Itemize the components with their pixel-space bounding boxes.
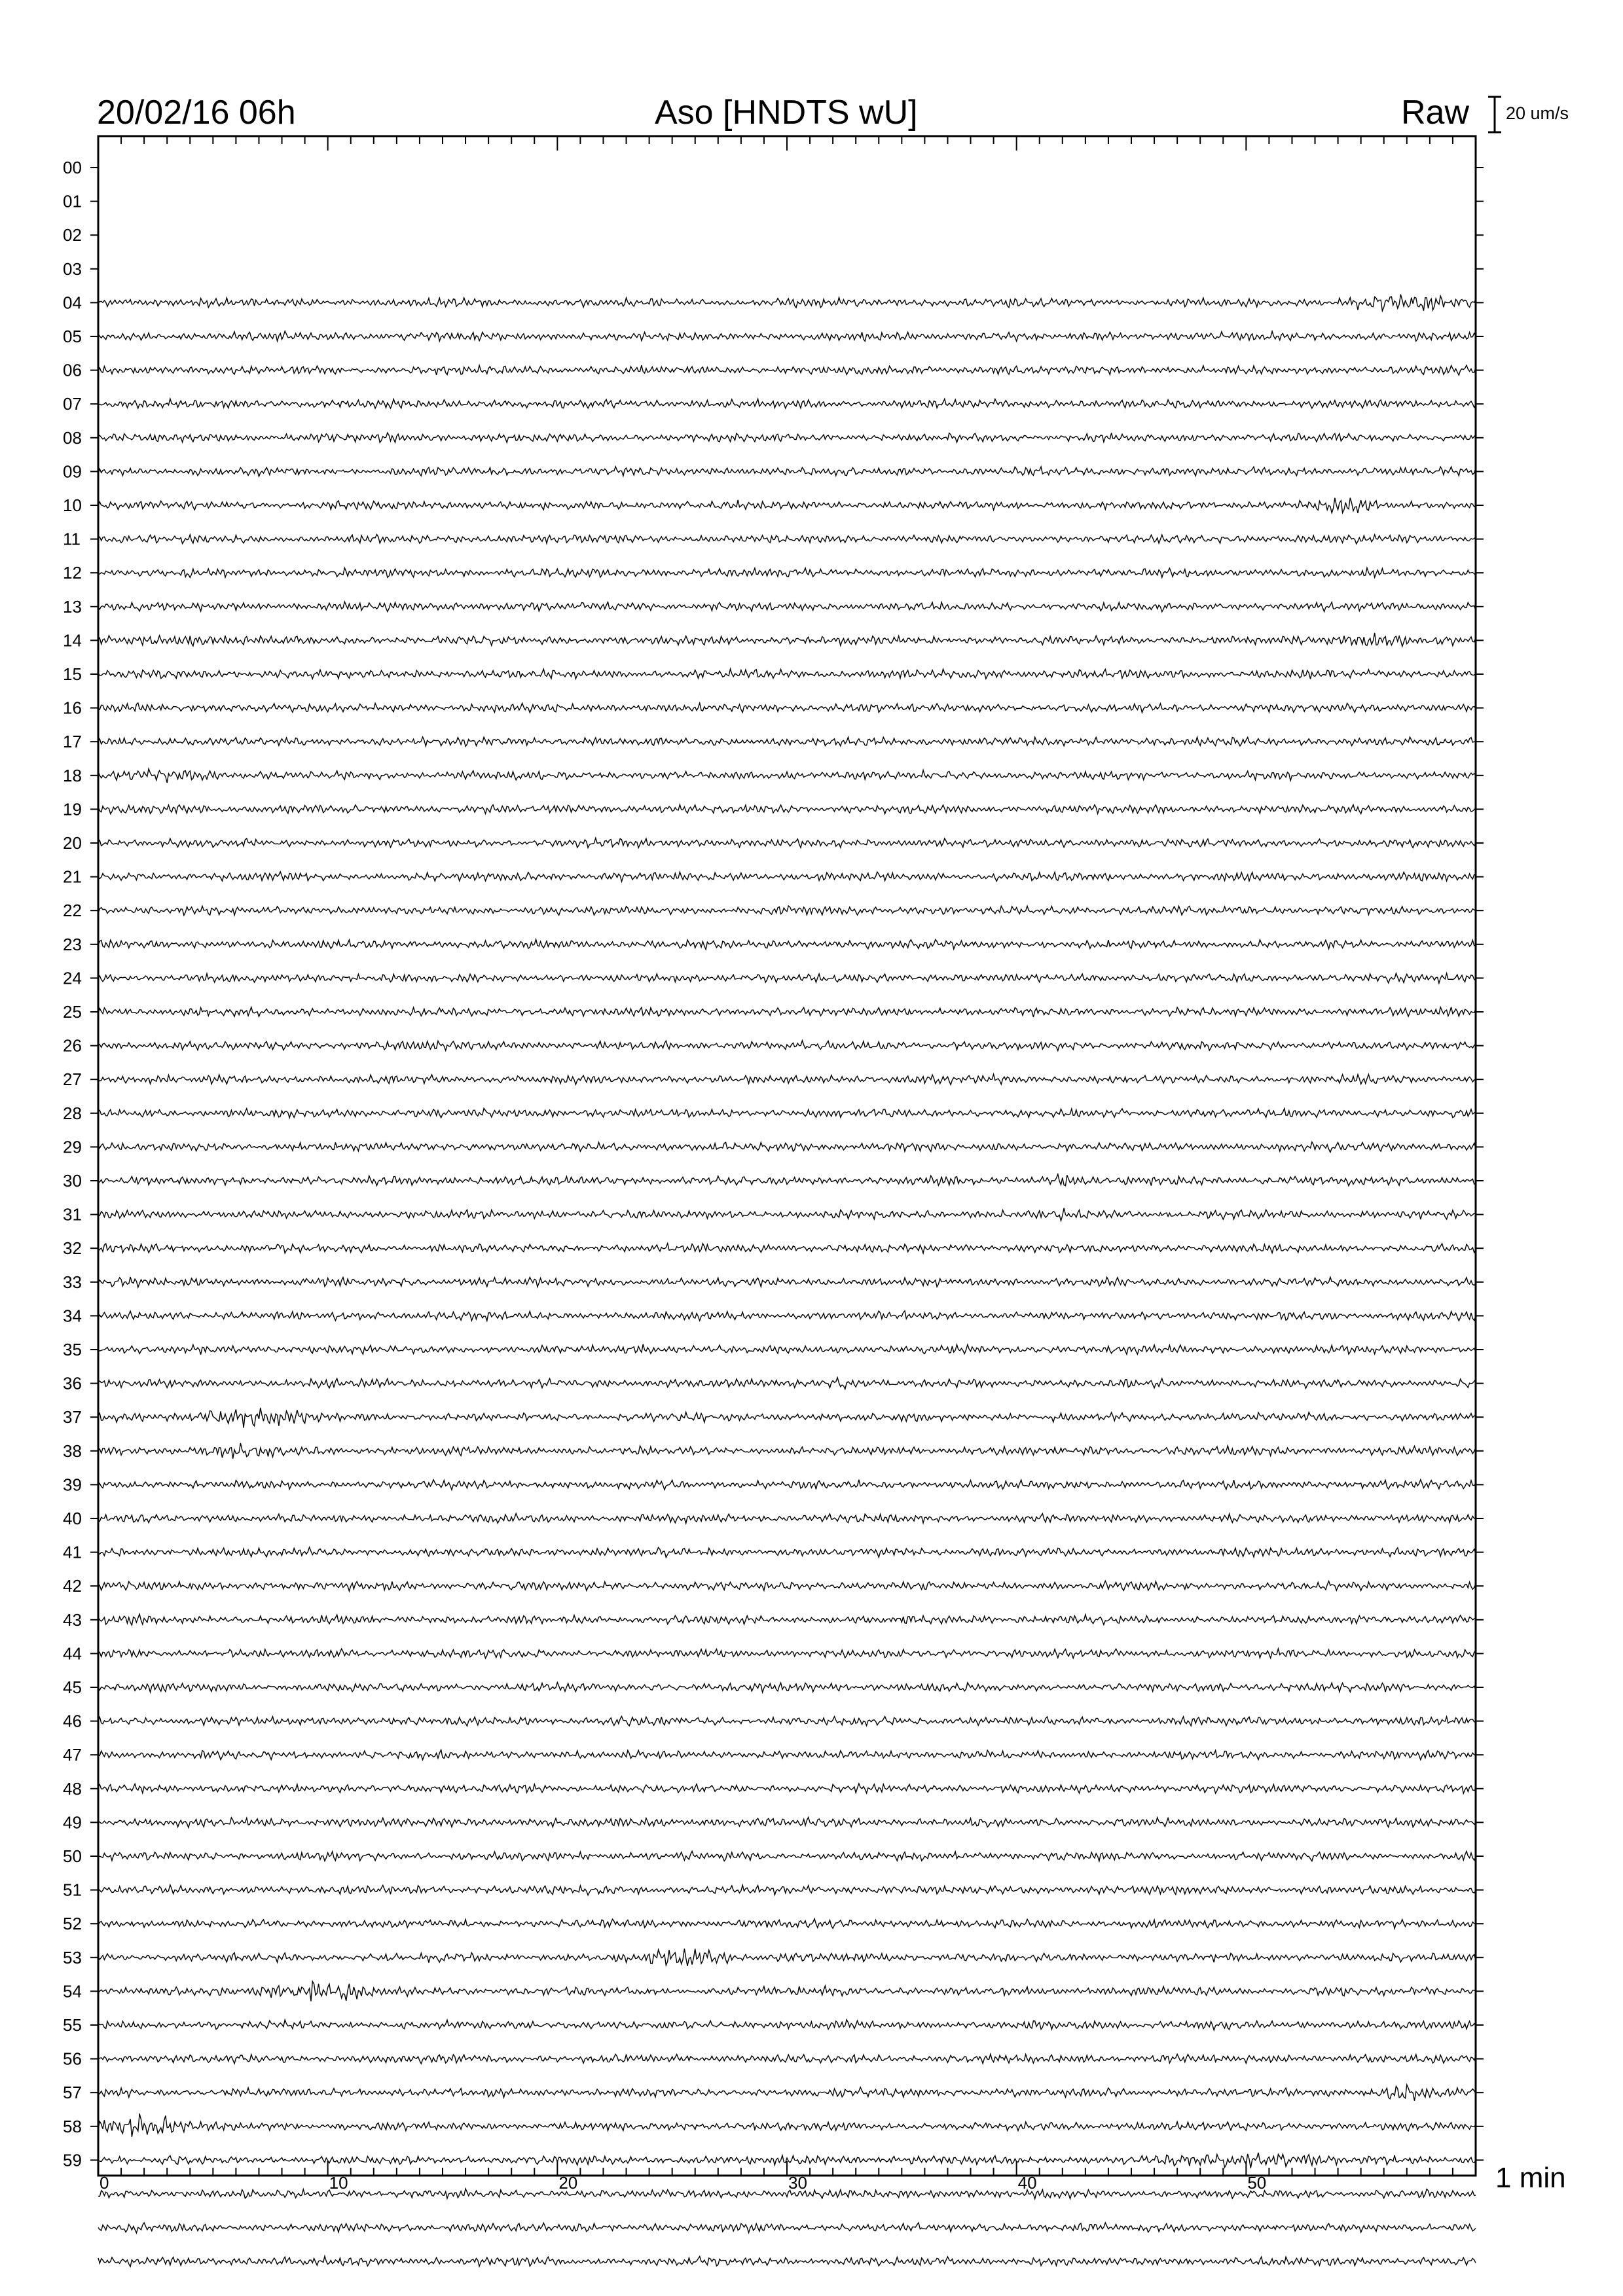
seismic-trace (98, 703, 1476, 713)
seismic-trace (98, 535, 1476, 545)
row-label: 24 (63, 968, 82, 988)
seismic-trace (98, 1614, 1476, 1625)
amplitude-scale-bar (1488, 97, 1501, 132)
row-label: 51 (63, 1880, 82, 1900)
row-label: 35 (63, 1340, 82, 1359)
seismic-trace (98, 1581, 1476, 1591)
x-tick-label: 0 (100, 2173, 109, 2193)
row-label: 57 (63, 2083, 82, 2103)
row-label: 10 (63, 495, 82, 515)
row-label: 48 (63, 1778, 82, 1799)
seismic-trace (98, 804, 1476, 814)
mode-label: Raw (1401, 94, 1470, 132)
seismic-trace (98, 1919, 1476, 1929)
row-label: 00 (63, 158, 82, 177)
seismic-trace (98, 295, 1476, 311)
seismic-trace (98, 973, 1476, 983)
row-label: 13 (63, 596, 82, 617)
row-label: 49 (63, 1812, 82, 1833)
row-label: 04 (63, 293, 82, 313)
row-label: 53 (63, 1947, 82, 1967)
seismic-trace (98, 2085, 1476, 2101)
row-label: 11 (63, 529, 81, 549)
seismic-trace (98, 1885, 1476, 1895)
seismic-trace (98, 633, 1476, 647)
row-label: 06 (63, 360, 82, 380)
seismic-trace (98, 1408, 1476, 1428)
seismic-trace (98, 1513, 1476, 1523)
seismic-trace (98, 467, 1476, 476)
seismic-trace (98, 331, 1476, 341)
row-label: 42 (63, 1576, 82, 1596)
seismic-trace (98, 2020, 1476, 2030)
row-label: 58 (63, 2116, 82, 2136)
seismic-trace (98, 906, 1476, 916)
row-label: 31 (63, 1204, 82, 1225)
seismic-trace (98, 1948, 1476, 1966)
row-label: 55 (63, 2015, 82, 2035)
x-tick-label: 50 (1247, 2173, 1267, 2193)
row-label: 47 (63, 1745, 82, 1765)
row-label: 30 (63, 1171, 82, 1191)
seismic-trace (98, 1208, 1476, 1221)
seismic-trace (98, 1108, 1476, 1118)
row-label: 03 (63, 259, 82, 279)
row-label: 29 (63, 1137, 82, 1157)
seismic-trace (98, 1007, 1476, 1017)
row-label: 26 (63, 1035, 82, 1056)
row-label: 25 (63, 1002, 82, 1022)
x-tick-label: 20 (558, 2173, 578, 2193)
seismic-trace (98, 1981, 1476, 2001)
row-label: 28 (63, 1103, 82, 1123)
seismic-trace (98, 433, 1476, 442)
x-tick-label: 30 (788, 2173, 807, 2193)
x-axis-ticks (98, 2161, 1476, 2193)
row-label: 15 (63, 664, 82, 684)
row-label: 44 (63, 1643, 82, 1664)
seismic-trace (98, 568, 1476, 578)
x-tick-label: 40 (1017, 2173, 1037, 2193)
seismic-trace (98, 1818, 1476, 1828)
row-label: 05 (63, 327, 82, 346)
seismic-trace (98, 1649, 1476, 1659)
row-label: 20 (63, 833, 82, 853)
seismic-trace (98, 1851, 1476, 1861)
row-label: 43 (63, 1609, 82, 1630)
seismic-trace (98, 2054, 1476, 2064)
seismic-trace (98, 1716, 1476, 1726)
seismic-trace (98, 1041, 1476, 1051)
row-label: 18 (63, 765, 82, 785)
row-label: 46 (63, 1711, 82, 1731)
row-labels (63, 158, 82, 2170)
seismic-trace (98, 1378, 1476, 1390)
row-label: 54 (63, 1981, 82, 2001)
seismic-trace (98, 669, 1476, 679)
row-label: 07 (63, 394, 82, 414)
row-label: 50 (63, 1846, 82, 1866)
seismic-trace (98, 1683, 1476, 1693)
seismic-trace (98, 1174, 1476, 1186)
row-label: 01 (63, 191, 82, 211)
row-label: 16 (63, 698, 82, 718)
seismic-trace (98, 1784, 1476, 1793)
seismic-trace (98, 1750, 1476, 1760)
seismic-trace (98, 2223, 1476, 2233)
seismic-trace (98, 1547, 1476, 1558)
seismic-traces (98, 295, 1476, 2267)
seismic-trace (98, 769, 1476, 783)
seismic-trace (98, 1480, 1476, 1490)
row-label: 17 (63, 732, 82, 752)
seismic-trace (98, 1244, 1476, 1253)
row-label: 23 (63, 934, 82, 954)
seismic-trace (98, 1142, 1476, 1153)
row-label: 37 (63, 1407, 82, 1427)
row-label: 27 (63, 1069, 82, 1090)
seismic-trace (98, 2113, 1476, 2137)
row-label: 36 (63, 1373, 82, 1393)
seismic-trace (98, 365, 1476, 375)
row-label: 59 (63, 2150, 82, 2170)
seismic-trace (98, 601, 1476, 612)
seismic-trace (98, 737, 1476, 747)
row-label: 14 (63, 630, 82, 651)
row-label: 40 (63, 1509, 82, 1528)
x-tick-label: 10 (329, 2173, 348, 2193)
seismic-trace (98, 399, 1476, 408)
seismic-trace (98, 872, 1476, 882)
row-label: 09 (63, 461, 82, 482)
row-label: 19 (63, 799, 82, 819)
row-label: 33 (63, 1272, 82, 1292)
row-label: 32 (63, 1238, 82, 1259)
row-duration-label: 1 min (1495, 2162, 1566, 2194)
row-label: 41 (63, 1542, 82, 1562)
row-label: 52 (63, 1914, 82, 1934)
seismic-trace (98, 939, 1476, 950)
row-label: 08 (63, 427, 82, 448)
seismic-trace (98, 1344, 1476, 1355)
seismic-trace (98, 838, 1476, 848)
row-label: 34 (63, 1306, 82, 1326)
row-label: 38 (63, 1441, 82, 1461)
seismic-trace (98, 1277, 1476, 1287)
seismic-trace (98, 2189, 1476, 2199)
seismic-trace (98, 1443, 1476, 1459)
row-ticks (90, 168, 1484, 2160)
date-hour-label: 20/02/16 06h (97, 94, 296, 132)
top-minor-ticks (98, 136, 1476, 151)
row-label: 39 (63, 1475, 82, 1495)
row-label: 45 (63, 1677, 82, 1697)
seismic-trace (98, 1074, 1476, 1085)
seismic-trace (98, 498, 1476, 513)
seismic-trace (98, 1311, 1476, 1321)
row-label: 56 (63, 2049, 82, 2069)
station-title: Aso [HNDTS wU] (655, 94, 918, 132)
plot-frame (98, 136, 1476, 2176)
amplitude-scale-label: 20 um/s (1506, 103, 1569, 123)
row-label: 12 (63, 563, 82, 583)
seismic-trace (98, 2256, 1476, 2267)
row-label: 02 (63, 225, 82, 245)
row-label: 21 (63, 867, 82, 887)
row-label: 22 (63, 901, 82, 921)
